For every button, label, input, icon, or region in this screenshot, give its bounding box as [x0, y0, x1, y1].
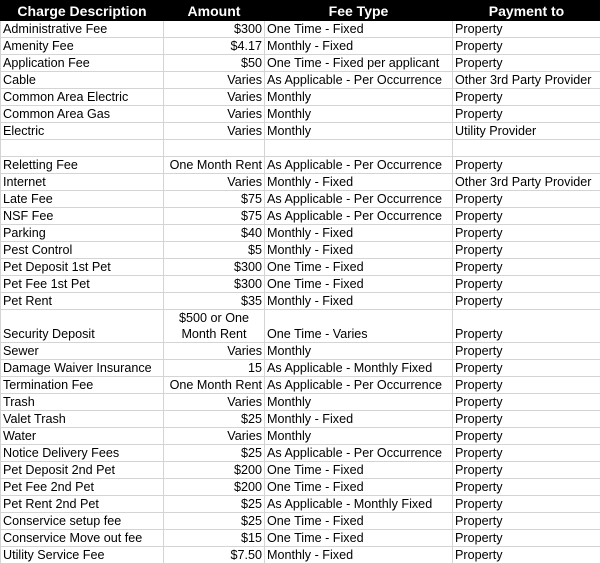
- table-row: [1, 394, 600, 411]
- amount-cell: $25: [164, 513, 265, 530]
- payment-to-cell: Property: [453, 225, 600, 242]
- charge-description-cell: Sewer: [1, 343, 164, 360]
- table-row: [1, 225, 600, 242]
- fee-type-cell: Monthly - Fixed: [265, 174, 453, 191]
- charge-description-cell: Conservice setup fee: [1, 513, 164, 530]
- charge-description-cell: Common Area Electric: [1, 89, 164, 106]
- fee-type-cell: [265, 140, 453, 157]
- charge-description-cell: Electric: [1, 123, 164, 140]
- amount-cell: $50: [164, 55, 265, 72]
- fee-type-cell: Monthly - Fixed: [265, 411, 453, 428]
- table-body: [1, 21, 600, 564]
- fee-type-cell: As Applicable - Per Occurrence: [265, 377, 453, 394]
- payment-to-cell: Property: [453, 89, 600, 106]
- table-row: [1, 310, 600, 343]
- charge-description-cell: Termination Fee: [1, 377, 164, 394]
- amount-cell: Varies: [164, 394, 265, 411]
- table-row: [1, 38, 600, 55]
- table-row: [1, 428, 600, 445]
- charge-description-cell: Conservice Move out fee: [1, 530, 164, 547]
- amount-cell: $500 or One Month Rent: [164, 310, 265, 343]
- payment-to-cell: Property: [453, 157, 600, 174]
- table-row: [1, 174, 600, 191]
- amount-cell: $25: [164, 411, 265, 428]
- payment-to-cell: Other 3rd Party Provider: [453, 174, 600, 191]
- fee-type-cell: As Applicable - Per Occurrence: [265, 191, 453, 208]
- fee-type-cell: One Time - Fixed: [265, 513, 453, 530]
- payment-to-cell: Property: [453, 38, 600, 55]
- amount-cell: $75: [164, 208, 265, 225]
- table-row: [1, 157, 600, 174]
- amount-cell: $200: [164, 462, 265, 479]
- table-row: [1, 360, 600, 377]
- table-header: [1, 1, 600, 21]
- fee-type-cell: One Time - Fixed: [265, 21, 453, 38]
- charge-description-cell: Trash: [1, 394, 164, 411]
- fee-type-cell: One Time - Fixed: [265, 276, 453, 293]
- amount-cell: $40: [164, 225, 265, 242]
- amount-cell: Varies: [164, 343, 265, 360]
- payment-to-cell: Property: [453, 394, 600, 411]
- amount-cell: $300: [164, 259, 265, 276]
- fee-type-cell: One Time - Fixed: [265, 259, 453, 276]
- fee-type-cell: Monthly: [265, 106, 453, 123]
- payment-to-cell: Property: [453, 462, 600, 479]
- charge-description-cell: Pet Fee 2nd Pet: [1, 479, 164, 496]
- table-row: [1, 140, 600, 157]
- table-row: [1, 208, 600, 225]
- amount-cell: $75: [164, 191, 265, 208]
- fee-type-cell: As Applicable - Per Occurrence: [265, 72, 453, 89]
- payment-to-cell: Property: [453, 191, 600, 208]
- amount-cell: Varies: [164, 428, 265, 445]
- amount-cell: 15: [164, 360, 265, 377]
- table-row: [1, 513, 600, 530]
- payment-to-cell: Property: [453, 276, 600, 293]
- charge-description-cell: Late Fee: [1, 191, 164, 208]
- amount-cell: $200: [164, 479, 265, 496]
- fee-type-cell: As Applicable - Monthly Fixed: [265, 360, 453, 377]
- amount-cell: One Month Rent: [164, 377, 265, 394]
- table-row: [1, 496, 600, 513]
- payment-to-cell: Property: [453, 377, 600, 394]
- header-charge-description: Charge Description: [1, 1, 164, 21]
- amount-cell: $15: [164, 530, 265, 547]
- amount-cell: One Month Rent: [164, 157, 265, 174]
- header-fee-type: Fee Type: [265, 1, 453, 21]
- table-row: [1, 547, 600, 564]
- payment-to-cell: Property: [453, 513, 600, 530]
- payment-to-cell: Property: [453, 530, 600, 547]
- payment-to-cell: Property: [453, 208, 600, 225]
- payment-to-cell: Property: [453, 21, 600, 38]
- fee-type-cell: As Applicable - Per Occurrence: [265, 445, 453, 462]
- charge-description-cell: Pest Control: [1, 242, 164, 259]
- charge-description-cell: Notice Delivery Fees: [1, 445, 164, 462]
- payment-to-cell: Property: [453, 547, 600, 564]
- payment-to-cell: Property: [453, 310, 600, 343]
- charge-description-cell: Utility Service Fee: [1, 547, 164, 564]
- charge-description-cell: [1, 140, 164, 157]
- payment-to-cell: Utility Provider: [453, 123, 600, 140]
- amount-cell: $5: [164, 242, 265, 259]
- charge-description-cell: Internet: [1, 174, 164, 191]
- amount-cell: Varies: [164, 89, 265, 106]
- payment-to-cell: Property: [453, 496, 600, 513]
- charge-description-cell: Application Fee: [1, 55, 164, 72]
- charge-description-cell: NSF Fee: [1, 208, 164, 225]
- fee-type-cell: Monthly: [265, 343, 453, 360]
- table-row: [1, 377, 600, 394]
- fee-type-cell: Monthly: [265, 428, 453, 445]
- charge-description-cell: Damage Waiver Insurance: [1, 360, 164, 377]
- fee-type-cell: Monthly - Fixed: [265, 225, 453, 242]
- table-row: [1, 89, 600, 106]
- payment-to-cell: Property: [453, 343, 600, 360]
- payment-to-cell: Property: [453, 293, 600, 310]
- payment-to-cell: Property: [453, 411, 600, 428]
- fee-type-cell: Monthly: [265, 123, 453, 140]
- table-row: [1, 259, 600, 276]
- header-amount: Amount: [164, 1, 265, 21]
- header-payment-to: Payment to: [453, 1, 600, 21]
- table-row: [1, 462, 600, 479]
- amount-cell: $25: [164, 445, 265, 462]
- fee-type-cell: As Applicable - Per Occurrence: [265, 208, 453, 225]
- table-row: [1, 343, 600, 360]
- charge-description-cell: Pet Deposit 2nd Pet: [1, 462, 164, 479]
- charge-description-cell: Pet Deposit 1st Pet: [1, 259, 164, 276]
- amount-cell: [164, 140, 265, 157]
- payment-to-cell: Property: [453, 106, 600, 123]
- fee-type-cell: Monthly - Fixed: [265, 547, 453, 564]
- fee-type-cell: As Applicable - Per Occurrence: [265, 157, 453, 174]
- table-row: [1, 123, 600, 140]
- amount-cell: Varies: [164, 174, 265, 191]
- fee-type-cell: One Time - Fixed per applicant: [265, 55, 453, 72]
- table-row: [1, 276, 600, 293]
- amount-cell: $4.17: [164, 38, 265, 55]
- table-row: [1, 479, 600, 496]
- amount-cell: Varies: [164, 106, 265, 123]
- charge-description-cell: Water: [1, 428, 164, 445]
- fee-type-cell: Monthly - Fixed: [265, 38, 453, 55]
- fee-type-cell: One Time - Fixed: [265, 462, 453, 479]
- payment-to-cell: Property: [453, 428, 600, 445]
- payment-to-cell: Property: [453, 360, 600, 377]
- charge-description-cell: Pet Rent: [1, 293, 164, 310]
- amount-cell: $35: [164, 293, 265, 310]
- header-row: [1, 1, 600, 21]
- payment-to-cell: Property: [453, 242, 600, 259]
- charge-description-cell: Cable: [1, 72, 164, 89]
- charge-description-cell: Common Area Gas: [1, 106, 164, 123]
- amount-cell: Varies: [164, 72, 265, 89]
- fee-type-cell: As Applicable - Monthly Fixed: [265, 496, 453, 513]
- payment-to-cell: Property: [453, 445, 600, 462]
- amount-cell: Varies: [164, 123, 265, 140]
- charge-description-cell: Pet Fee 1st Pet: [1, 276, 164, 293]
- charge-description-cell: Parking: [1, 225, 164, 242]
- charge-description-cell: Reletting Fee: [1, 157, 164, 174]
- charge-description-cell: Pet Rent 2nd Pet: [1, 496, 164, 513]
- amount-cell: $300: [164, 276, 265, 293]
- table-row: [1, 530, 600, 547]
- table-row: [1, 411, 600, 428]
- table-row: [1, 445, 600, 462]
- fee-type-cell: One Time - Fixed: [265, 530, 453, 547]
- amount-cell: $7.50: [164, 547, 265, 564]
- table-row: [1, 191, 600, 208]
- payment-to-cell: Property: [453, 55, 600, 72]
- table-row: [1, 242, 600, 259]
- fee-type-cell: One Time - Fixed: [265, 479, 453, 496]
- amount-cell: $300: [164, 21, 265, 38]
- amount-cell: $25: [164, 496, 265, 513]
- table-row: [1, 55, 600, 72]
- table-row: [1, 106, 600, 123]
- charge-description-cell: Valet Trash: [1, 411, 164, 428]
- fee-type-cell: Monthly - Fixed: [265, 293, 453, 310]
- payment-to-cell: Other 3rd Party Provider: [453, 72, 600, 89]
- table-row: [1, 21, 600, 38]
- table-row: [1, 72, 600, 89]
- table-row: [1, 293, 600, 310]
- payment-to-cell: [453, 140, 600, 157]
- fee-type-cell: One Time - Varies: [265, 310, 453, 343]
- fee-type-cell: Monthly: [265, 89, 453, 106]
- charge-description-cell: Administrative Fee: [1, 21, 164, 38]
- charge-description-cell: Amenity Fee: [1, 38, 164, 55]
- charge-description-cell: Security Deposit: [1, 310, 164, 343]
- fee-type-cell: Monthly - Fixed: [265, 242, 453, 259]
- payment-to-cell: Property: [453, 259, 600, 276]
- payment-to-cell: Property: [453, 479, 600, 496]
- fee-type-cell: Monthly: [265, 394, 453, 411]
